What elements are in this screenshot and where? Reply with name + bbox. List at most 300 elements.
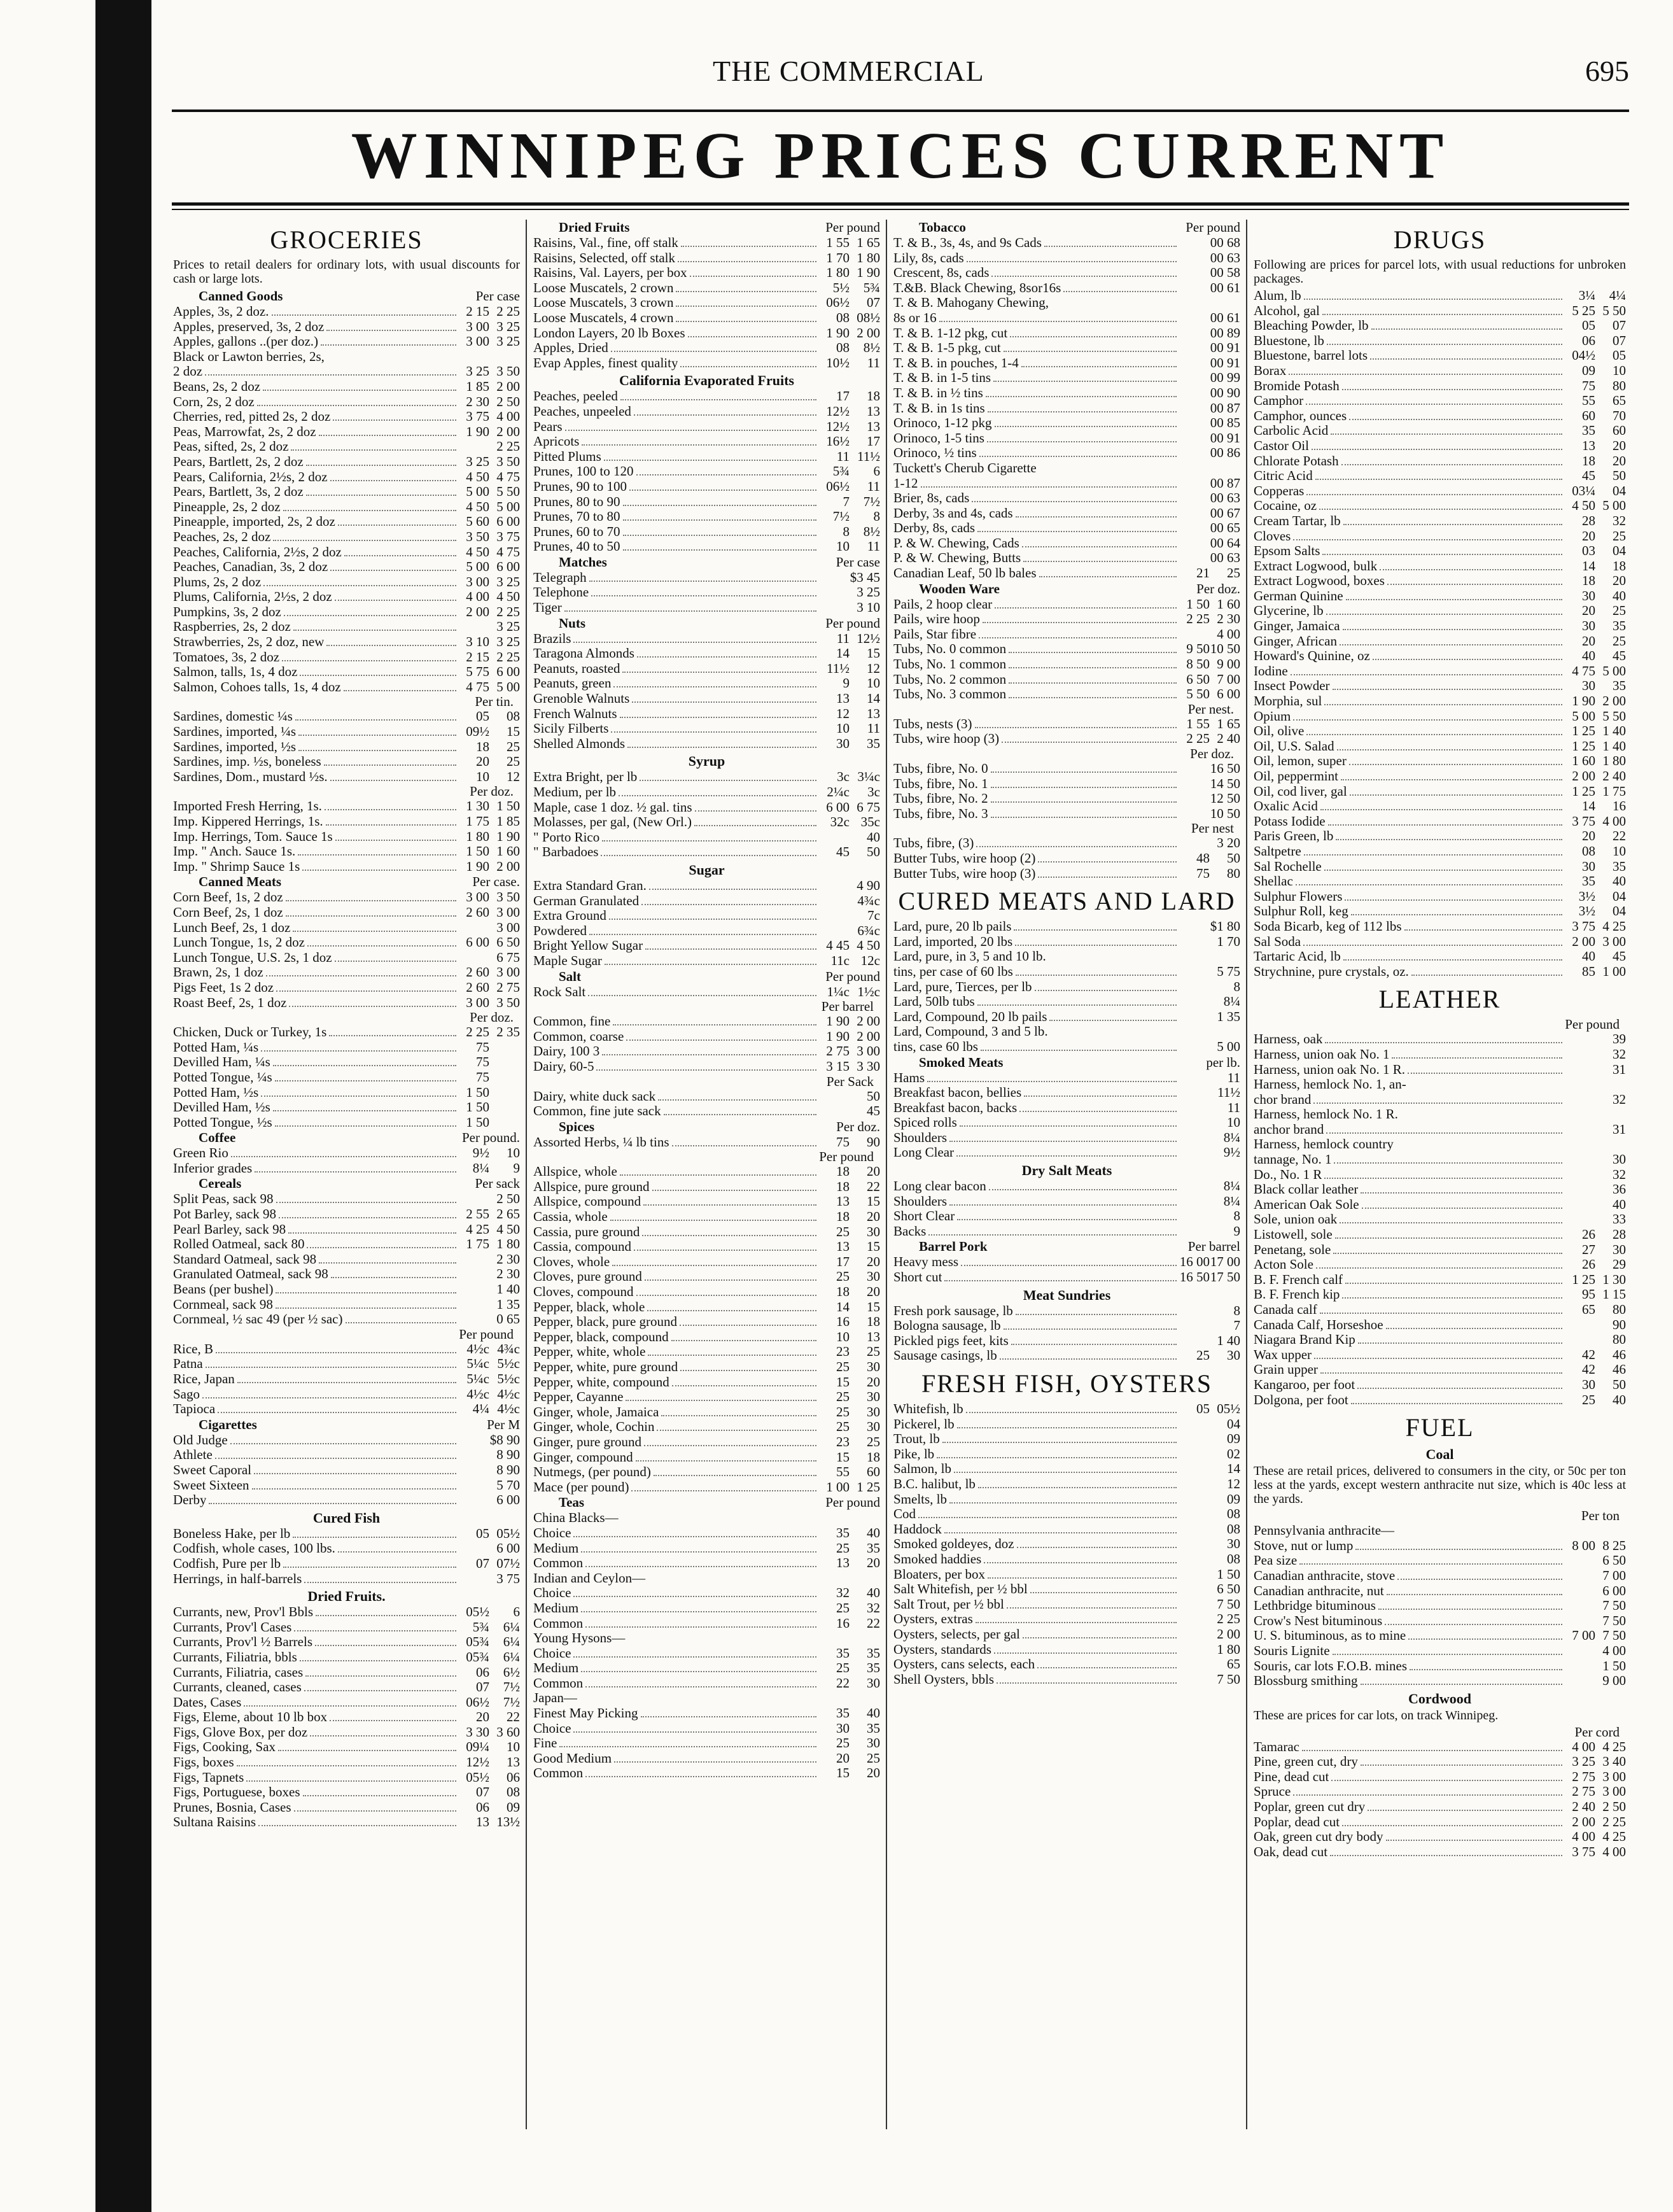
- item-name: Molasses, per gal, (New Orl.): [533, 815, 692, 830]
- price-row: [173, 1267, 520, 1282]
- dot-leader: [601, 855, 816, 856]
- price-high: 3 50: [496, 453, 520, 469]
- price-high: 35: [867, 1540, 880, 1556]
- item-name: Citric Acid: [1254, 468, 1313, 484]
- price-range: [459, 1770, 520, 1786]
- price-range: [459, 334, 520, 349]
- price-row: [173, 1740, 520, 1755]
- dot-leader: [246, 1780, 456, 1782]
- price-low: 75: [476, 1069, 489, 1085]
- dot-leader: [1342, 389, 1562, 390]
- continued-item-text: Black or Lawton berries, 2s,: [173, 348, 325, 364]
- price-row: [533, 265, 880, 281]
- item-name: Oil, U.S. Salad: [1254, 738, 1334, 754]
- price-range: [819, 1390, 880, 1405]
- dot-leader: [1331, 1780, 1562, 1781]
- dot-leader: [643, 1204, 816, 1206]
- price-high: 2 50: [1602, 1799, 1626, 1815]
- price-low: 35: [836, 1645, 850, 1661]
- dot-leader: [994, 1652, 1177, 1654]
- price-low: 5½: [832, 279, 850, 295]
- price-low: 07: [476, 1784, 489, 1800]
- price-high: 04: [1613, 543, 1626, 559]
- dot-leader: [330, 570, 456, 571]
- dot-leader: [1322, 554, 1562, 555]
- price-range: [459, 844, 520, 859]
- price-range: [819, 1059, 880, 1074]
- price-range: [1565, 304, 1626, 319]
- price-row: [533, 676, 880, 691]
- price-range: [459, 589, 520, 605]
- dot-leader: [315, 1645, 456, 1646]
- price-low: 35: [1582, 873, 1595, 889]
- price-range: [459, 379, 520, 395]
- price-high: 35c: [860, 814, 880, 830]
- item-name: Oil, olive: [1254, 724, 1305, 739]
- dot-leader: [645, 948, 816, 950]
- subsection-header: [173, 1130, 520, 1146]
- item-name: Common: [533, 1556, 584, 1571]
- price-low: 16 50: [1179, 1269, 1210, 1285]
- section-title: FUEL: [1405, 1413, 1474, 1442]
- price-range: [1179, 919, 1240, 934]
- dot-leader: [585, 1776, 816, 1777]
- dot-leader: [591, 595, 816, 596]
- dot-leader: [585, 1566, 816, 1567]
- dot-leader: [202, 1397, 456, 1398]
- price-range: [459, 1252, 520, 1267]
- price-range: [1565, 829, 1626, 844]
- price-range: [1179, 1402, 1240, 1417]
- price-high: 1 40: [1602, 738, 1626, 754]
- dot-leader: [1004, 351, 1177, 352]
- price-low: 42: [1582, 1346, 1595, 1362]
- price-range: [1565, 288, 1626, 304]
- price-high: 00 63: [1210, 250, 1240, 265]
- unit-label: Per pound: [825, 968, 880, 984]
- dot-leader: [283, 510, 456, 511]
- price-high: 20: [1613, 437, 1626, 453]
- price-row: [533, 707, 880, 722]
- price-range: [459, 605, 520, 620]
- price-low: 9: [843, 675, 850, 691]
- price-row: [1254, 1659, 1626, 1674]
- dot-leader: [995, 607, 1177, 609]
- price-row: [173, 1207, 520, 1222]
- price-low: 6 00: [826, 799, 850, 815]
- dot-leader: [614, 1761, 816, 1763]
- column-drugs-leather-fuel: [1254, 220, 1626, 2129]
- item-name: Pears: [533, 419, 563, 434]
- item-name: Medium, per lb: [533, 785, 617, 800]
- dot-leader: [319, 1262, 456, 1264]
- price-low: 25: [836, 1735, 850, 1751]
- item-name: Epsom Salts: [1254, 544, 1320, 559]
- price-range: [459, 1725, 520, 1740]
- price-range: [459, 484, 520, 500]
- unit-label: Per Sack: [826, 1073, 874, 1089]
- price-low: 5 50: [1186, 686, 1210, 702]
- price-high: $8 90: [489, 1432, 520, 1448]
- price-low: 05: [476, 708, 489, 724]
- price-range: [1179, 1101, 1240, 1116]
- item-name: Canada calf: [1254, 1302, 1317, 1317]
- price-row: [173, 1620, 520, 1635]
- price-range: [819, 631, 880, 647]
- price-range: [819, 585, 880, 600]
- price-high: 50: [1613, 468, 1626, 484]
- price-range: [1565, 904, 1626, 919]
- price-range: [819, 1225, 880, 1240]
- item-name: Alcohol, gal: [1254, 303, 1320, 318]
- dot-leader: [275, 1125, 456, 1127]
- price-low: 2¼c: [827, 784, 850, 800]
- price-row: [533, 691, 880, 707]
- price-row: [533, 326, 880, 341]
- dot-leader: [986, 396, 1177, 397]
- dot-leader: [652, 1190, 816, 1191]
- price-low: 18: [836, 1178, 850, 1194]
- item-name: Taragona Almonds: [533, 646, 634, 661]
- dot-leader: [1349, 764, 1562, 765]
- price-range: [819, 1435, 880, 1450]
- price-range: [1565, 1740, 1626, 1755]
- price-range: [459, 514, 520, 530]
- price-high: 10 50: [1210, 641, 1240, 657]
- price-high: 32: [867, 1600, 880, 1616]
- price-low: 1 25: [1572, 738, 1595, 754]
- price-high: 13: [867, 1328, 880, 1344]
- price-row: [533, 1375, 880, 1390]
- section-title: GROCERIES: [270, 225, 423, 254]
- dot-leader: [307, 945, 456, 947]
- dot-leader: [949, 1502, 1177, 1504]
- dot-leader: [988, 411, 1177, 412]
- price-row: [533, 1541, 880, 1556]
- price-low: 2 60: [466, 964, 489, 980]
- item-name: T. & B. in ½ tins: [893, 385, 983, 400]
- price-range: [459, 1665, 520, 1680]
- item-name: Oysters, selects, per gal: [893, 1626, 1020, 1642]
- item-name: Common, coarse: [533, 1029, 624, 1044]
- price-high: 17 50: [1210, 1269, 1240, 1285]
- dot-leader: [918, 1517, 1177, 1518]
- price-low: 06½: [826, 478, 850, 494]
- price-low: 16½: [826, 433, 850, 449]
- price-high: 00 58: [1210, 265, 1240, 281]
- price-row: [533, 815, 880, 830]
- price-low: 42: [1582, 1362, 1595, 1377]
- price-high: 3c: [867, 784, 880, 800]
- price-range: [1179, 1348, 1240, 1363]
- subsection-header: [893, 581, 1240, 597]
- price-range: [819, 311, 880, 326]
- item-name: Dolgona, per foot: [1254, 1392, 1348, 1407]
- dot-leader: [1016, 1314, 1177, 1315]
- dot-leader: [629, 490, 816, 491]
- price-row: [893, 1537, 1240, 1552]
- price-range: [1565, 844, 1626, 859]
- price-range: [459, 1815, 520, 1830]
- subsection-title: Matches: [559, 554, 607, 570]
- price-row: [533, 1225, 880, 1240]
- price-row: [533, 1104, 880, 1119]
- price-high: 2 00: [1217, 1626, 1240, 1642]
- price-low: 3 25: [466, 363, 489, 379]
- dot-leader: [636, 474, 817, 476]
- subsection-header: [173, 288, 520, 304]
- item-name: Carbolic Acid: [1254, 423, 1329, 439]
- price-high: 3 75: [496, 528, 520, 544]
- price-range: [459, 364, 520, 379]
- price-range: [459, 425, 520, 440]
- dot-leader: [1324, 704, 1562, 705]
- price-range: [819, 1419, 880, 1435]
- dot-leader: [612, 1265, 816, 1266]
- dot-leader: [1326, 614, 1562, 615]
- price-range: [819, 404, 880, 419]
- price-range: [459, 1040, 520, 1055]
- unit-label: Per pound: [825, 220, 880, 235]
- item-name: Paris Green, lb: [1254, 829, 1334, 844]
- price-high: 40: [867, 1705, 880, 1721]
- dot-leader: [286, 900, 456, 901]
- dot-leader: [997, 1682, 1177, 1684]
- price-range: [459, 1342, 520, 1357]
- item-name: Poplar, dead cut: [1254, 1814, 1340, 1829]
- price-range: [819, 464, 880, 479]
- price-low: 4½c: [466, 1386, 489, 1402]
- price-row: [1254, 1152, 1626, 1167]
- dot-leader: [1325, 1042, 1562, 1043]
- item-name: Bluestone, lb: [1254, 333, 1324, 348]
- price-high: 1 40: [1602, 723, 1626, 739]
- dot-leader: [325, 809, 456, 810]
- item-name: Glycerine, lb: [1254, 603, 1324, 619]
- price-row: [893, 341, 1240, 356]
- price-high: 6 50: [1602, 1553, 1626, 1568]
- price-range: [459, 920, 520, 936]
- item-name: Shelled Almonds: [533, 736, 626, 751]
- item-name: Medium: [533, 1661, 579, 1676]
- item-name: B. F. French calf: [1254, 1272, 1343, 1287]
- price-row: [1254, 634, 1626, 649]
- price-range: [819, 1344, 880, 1360]
- item-name: Tubs, fibre, No. 1: [893, 776, 988, 791]
- item-name: Sardines, Dom., mustard ½s.: [173, 769, 328, 784]
- price-range: [1565, 1829, 1626, 1845]
- dot-leader: [671, 1340, 816, 1341]
- dot-leader: [276, 1307, 456, 1309]
- price-range: [1565, 1272, 1626, 1288]
- price-low: 5 00: [1572, 708, 1595, 724]
- item-name: Lily, 8s, cads: [893, 250, 964, 265]
- price-range: [459, 680, 520, 695]
- price-low: 5¾: [472, 1619, 489, 1635]
- price-low: 17: [836, 1253, 850, 1269]
- subsection-title: Coffee: [199, 1130, 236, 1146]
- dot-leader: [564, 610, 816, 612]
- price-low: 17: [836, 388, 850, 404]
- dot-leader: [661, 1415, 816, 1416]
- item-name: anchor brand: [1254, 1122, 1324, 1137]
- price-range: [819, 954, 880, 969]
- dot-leader: [672, 1385, 816, 1386]
- price-high: 00 89: [1210, 325, 1240, 341]
- price-range: [459, 1478, 520, 1493]
- subsection-header: [173, 1417, 520, 1433]
- dot-leader: [255, 1171, 456, 1173]
- price-row: [1254, 1568, 1626, 1584]
- item-name: Medium: [533, 1600, 579, 1616]
- price-range: [1565, 1362, 1626, 1377]
- item-name: Pepper, white, whole: [533, 1344, 646, 1360]
- price-row: [1254, 1362, 1626, 1377]
- price-range: [1179, 536, 1240, 551]
- price-low: 55: [836, 1464, 850, 1480]
- price-range: [1565, 1197, 1626, 1213]
- dot-leader: [634, 414, 816, 416]
- continued-item-text: T. & B. Mahogany Chewing,: [893, 295, 1049, 311]
- price-row: [893, 326, 1240, 341]
- item-name: tins, per case of 60 lbs: [893, 964, 1013, 979]
- price-row: [173, 1463, 520, 1478]
- price-row: [893, 1145, 1240, 1160]
- price-row: [1254, 1182, 1626, 1197]
- price-low: 20: [1582, 828, 1595, 844]
- dot-leader: [957, 1427, 1177, 1428]
- item-name: Ginger, whole, Cochin: [533, 1419, 655, 1435]
- subsection-title: Smoked Meats: [919, 1054, 1004, 1070]
- dot-leader: [1316, 1267, 1562, 1269]
- dot-leader: [609, 919, 816, 920]
- price-range: [1565, 769, 1626, 784]
- price-row: [533, 281, 880, 296]
- dot-leader: [1302, 1750, 1562, 1751]
- price-range: [819, 1405, 880, 1420]
- dot-leader: [338, 1551, 456, 1553]
- dot-leader: [1341, 779, 1562, 780]
- dot-leader: [611, 731, 816, 733]
- price-range: [459, 950, 520, 966]
- item-name: Fresh pork sausage, lb: [893, 1303, 1013, 1318]
- price-high: 2 65: [496, 1206, 520, 1222]
- item-name: Imp. " Anch. Sauce 1s.: [173, 844, 296, 859]
- price-row: [1254, 829, 1626, 844]
- item-name: Oysters, standards: [893, 1642, 991, 1657]
- price-high: 60: [1613, 423, 1626, 439]
- price-low: 3 75: [1572, 1843, 1595, 1859]
- dot-leader: [1340, 644, 1562, 645]
- price-high: 70: [1613, 407, 1626, 423]
- price-range: [1565, 559, 1626, 574]
- price-low: 1 50: [466, 843, 489, 859]
- dot-leader: [989, 1189, 1177, 1190]
- price-high: 50: [867, 844, 880, 860]
- price-high: 7 00: [1217, 671, 1240, 687]
- item-name: Imp. " Shrimp Sauce 1s: [173, 859, 300, 874]
- price-row: [1254, 1287, 1626, 1302]
- price-row: [533, 1029, 880, 1045]
- dot-leader: [636, 1460, 816, 1462]
- price-low: 25: [836, 1600, 850, 1616]
- dot-leader: [690, 276, 816, 277]
- item-name: Crescent, 8s, cads: [893, 265, 990, 281]
- price-range: [1565, 1047, 1626, 1062]
- price-low: 5¾: [832, 463, 850, 479]
- price-range: [819, 661, 880, 677]
- price-range: [819, 341, 880, 356]
- price-row: [173, 1650, 520, 1665]
- price-high: 50: [1613, 1376, 1626, 1392]
- subsection-header: [533, 220, 880, 236]
- item-name: Lunch Beef, 2s, 1 doz: [173, 920, 291, 935]
- price-row: [533, 1314, 880, 1330]
- price-high: 2 00: [496, 858, 520, 874]
- price-low: 30: [1582, 678, 1595, 694]
- price-range: [1179, 807, 1240, 822]
- price-row: [173, 935, 520, 950]
- price-low: 4¼: [472, 1401, 489, 1417]
- item-name: Oil, lemon, super: [1254, 754, 1347, 769]
- item-name: Currants, Prov'l ½ Barrels: [173, 1635, 313, 1650]
- price-row: [1254, 1243, 1626, 1258]
- price-row: [1254, 529, 1626, 544]
- price-row: [893, 994, 1240, 1010]
- price-range: [459, 1025, 520, 1040]
- price-high: 09: [507, 1799, 520, 1815]
- price-row: [893, 1507, 1240, 1522]
- price-row: [1254, 304, 1626, 319]
- price-range: [819, 1164, 880, 1180]
- price-range: [1565, 1318, 1626, 1333]
- price-high: 7 50: [1217, 1671, 1240, 1687]
- column-tobacco-meats-fish: [893, 220, 1240, 2129]
- price-low: 8 00: [1572, 1537, 1595, 1553]
- dot-leader: [230, 1443, 456, 1444]
- item-name: Corn, 2s, 2 doz: [173, 394, 255, 409]
- price-high: 20: [1613, 453, 1626, 468]
- price-row: [173, 454, 520, 470]
- price-range: [819, 1239, 880, 1255]
- dot-leader: [927, 1081, 1177, 1082]
- price-high: 7½: [503, 1679, 520, 1695]
- dot-leader: [976, 1622, 1177, 1623]
- item-name: Pepper, white, pure ground: [533, 1360, 678, 1374]
- price-range: [819, 1330, 880, 1345]
- item-name: Figs, Tapnets: [173, 1770, 244, 1785]
- subsection-title: Cigarettes: [199, 1416, 257, 1432]
- price-range: [1179, 866, 1240, 882]
- price-range: [819, 721, 880, 736]
- price-high: 5 00: [1217, 1038, 1240, 1054]
- price-high: 1 90: [857, 265, 880, 281]
- price-range: [1179, 717, 1240, 732]
- item-name: Prunes, 70 to 80: [533, 509, 620, 525]
- unit-label: Per pound: [1565, 1017, 1620, 1032]
- dot-leader: [1038, 877, 1177, 878]
- item-name: Cream Tartar, lb: [1254, 513, 1341, 528]
- price-range: [1565, 664, 1626, 679]
- dot-leader: [1293, 539, 1562, 540]
- price-range: [1179, 1567, 1240, 1582]
- dot-leader: [215, 1458, 456, 1459]
- dot-leader: [1304, 299, 1562, 300]
- dot-leader: [664, 1114, 816, 1115]
- item-name: Harness, union oak No. 1 R.: [1254, 1062, 1405, 1077]
- price-row: [1254, 1047, 1626, 1062]
- price-row: [893, 1627, 1240, 1642]
